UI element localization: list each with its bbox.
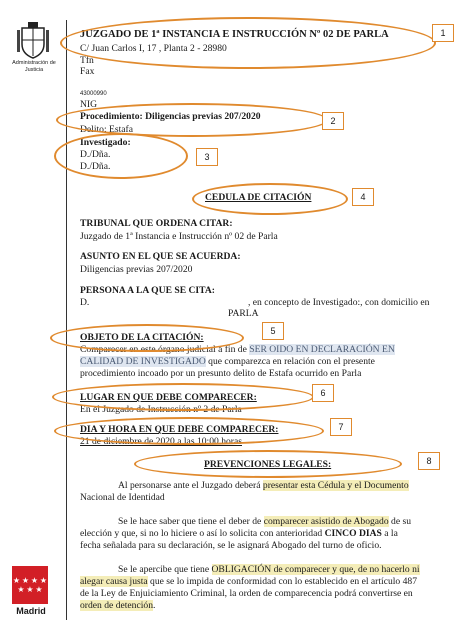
annotation-oval-8 (134, 450, 402, 478)
annotation-oval-4 (192, 183, 348, 215)
objeto-highlight-2: CALIDAD DE INVESTIGADO (80, 356, 206, 367)
annotation-number-7: 7 (330, 418, 352, 436)
madrid-label: Madrid (16, 606, 46, 616)
prevenciones-heading: PREVENCIONES LEGALES: (204, 459, 332, 470)
madrid-flag-icon: ★ ★ ★ ★ ★ ★ ★ (12, 566, 48, 604)
prev-p3-line-2: alegar causa justa que se lo impida de conformidad con lo establecido en el artículo 487 (80, 576, 417, 587)
tribunal-heading: TRIBUNAL QUE ORDENA CITAR: (80, 218, 233, 229)
persona-city: PARLA (228, 308, 259, 319)
court-tfn: Tfn (80, 55, 94, 66)
objeto-line-1: Comparecer en este órgano judicial a fin de SER OIDO EN DECLARACIÓN EN (80, 344, 395, 355)
lugar-value: En el Juzgado de Instrucción nº 2 de Parla (80, 404, 242, 415)
administracion-label: Administración de Justicia (12, 60, 56, 73)
court-address: C/ Juan Carlos I, 17 , Planta 2 - 28980 (80, 43, 227, 54)
nig-label: NIG (80, 99, 98, 110)
objeto-line-2: CALIDAD DE INVESTIGADO que comparezca en relación con el presente (80, 356, 375, 367)
sidebar (0, 0, 66, 626)
investigated-person-2: D./Dña. (80, 161, 111, 172)
tribunal-value: Juzgado de 1ª Instancia e Instrucción nº 02 de Parla (80, 231, 278, 242)
dia-heading: DIA Y HORA EN QUE DEBE COMPARECER: (80, 424, 279, 435)
divider (66, 20, 67, 620)
prev-p2-line-1: Se le hace saber que tiene el deber de comparecer asistido de Abogado de su (118, 516, 412, 527)
prev-p3-line-1: Se le apercibe que tiene OBLIGACIÓN de comparecer y que, de no hacerlo ni (118, 564, 420, 575)
prev-p2-line-3: fecha señalada para su declaración, se le asignará Abogado del turno de oficio. (80, 540, 382, 551)
annotation-oval-2 (56, 103, 328, 137)
court-name: JUZGADO DE 1ª INSTANCIA E INSTRUCCIÓN Nº 02 DE PARLA (80, 29, 389, 40)
ref-number: 43000990 (80, 91, 107, 97)
annotation-oval-1 (60, 17, 436, 69)
annotation-oval-7 (54, 417, 324, 445)
annotation-number-2: 2 (322, 112, 344, 130)
prev-p3-line-3: de la Ley de Enjuiciamiento Criminal, la orden de comparecencia podrá convertirse en (80, 588, 413, 599)
lugar-heading: LUGAR EN QUE DEBE COMPARECER: (80, 392, 257, 403)
annotation-number-5: 5 (262, 322, 284, 340)
annotation-oval-3 (54, 133, 188, 179)
investigated-label: Investigado: (80, 137, 131, 148)
procedure: Procedimiento: Diligencias previas 207/2020 (80, 111, 261, 122)
persona-prefix: D. (80, 297, 90, 308)
annotation-oval-6 (52, 383, 314, 411)
document-title: CEDULA DE CITACIÓN (205, 192, 312, 203)
annotation-number-6: 6 (312, 384, 334, 402)
annotation-number-1: 1 (432, 24, 454, 42)
prev-p1-line-2: Nacional de Identidad (80, 492, 165, 503)
persona-heading: PERSONA A LA QUE SE CITA: (80, 285, 215, 296)
prev-p2-line-2: elección y que, si no lo hiciere o así lo solicita con anterioridad CINCO DIAS a la (80, 528, 398, 539)
annotation-number-4: 4 (352, 188, 374, 206)
objeto-line-3: procedimiento incoado por un presunto delito de Estafa ocurrido en Parla (80, 368, 362, 379)
crime: Delito: Estafa (80, 124, 134, 135)
annotation-oval-5 (50, 324, 244, 352)
prev-p1-line-1: Al personarse ante el Juzgado deberá presentar esta Cédula y el Documento (118, 480, 409, 491)
prev-p3-line-4: orden de detención. (80, 600, 156, 611)
annotation-number-8: 8 (418, 452, 440, 470)
investigated-person-1: D./Dña. (80, 149, 111, 160)
court-fax: Fax (80, 66, 95, 77)
asunto-heading: ASUNTO EN EL QUE SE ACUERDA: (80, 251, 241, 262)
annotation-number-3: 3 (196, 148, 218, 166)
dia-value: 21 de diciembre de 2020 a las 10:00 horas (80, 436, 242, 447)
objeto-highlight-1: SER OIDO EN DECLARACIÓN EN (249, 344, 395, 355)
persona-text: , en concepto de Investigado:, con domicilio en (248, 297, 430, 308)
coat-of-arms-icon (16, 20, 50, 60)
objeto-heading: OBJETO DE LA CITACIÓN: (80, 332, 204, 343)
asunto-value: Diligencias previas 207/2020 (80, 264, 193, 275)
